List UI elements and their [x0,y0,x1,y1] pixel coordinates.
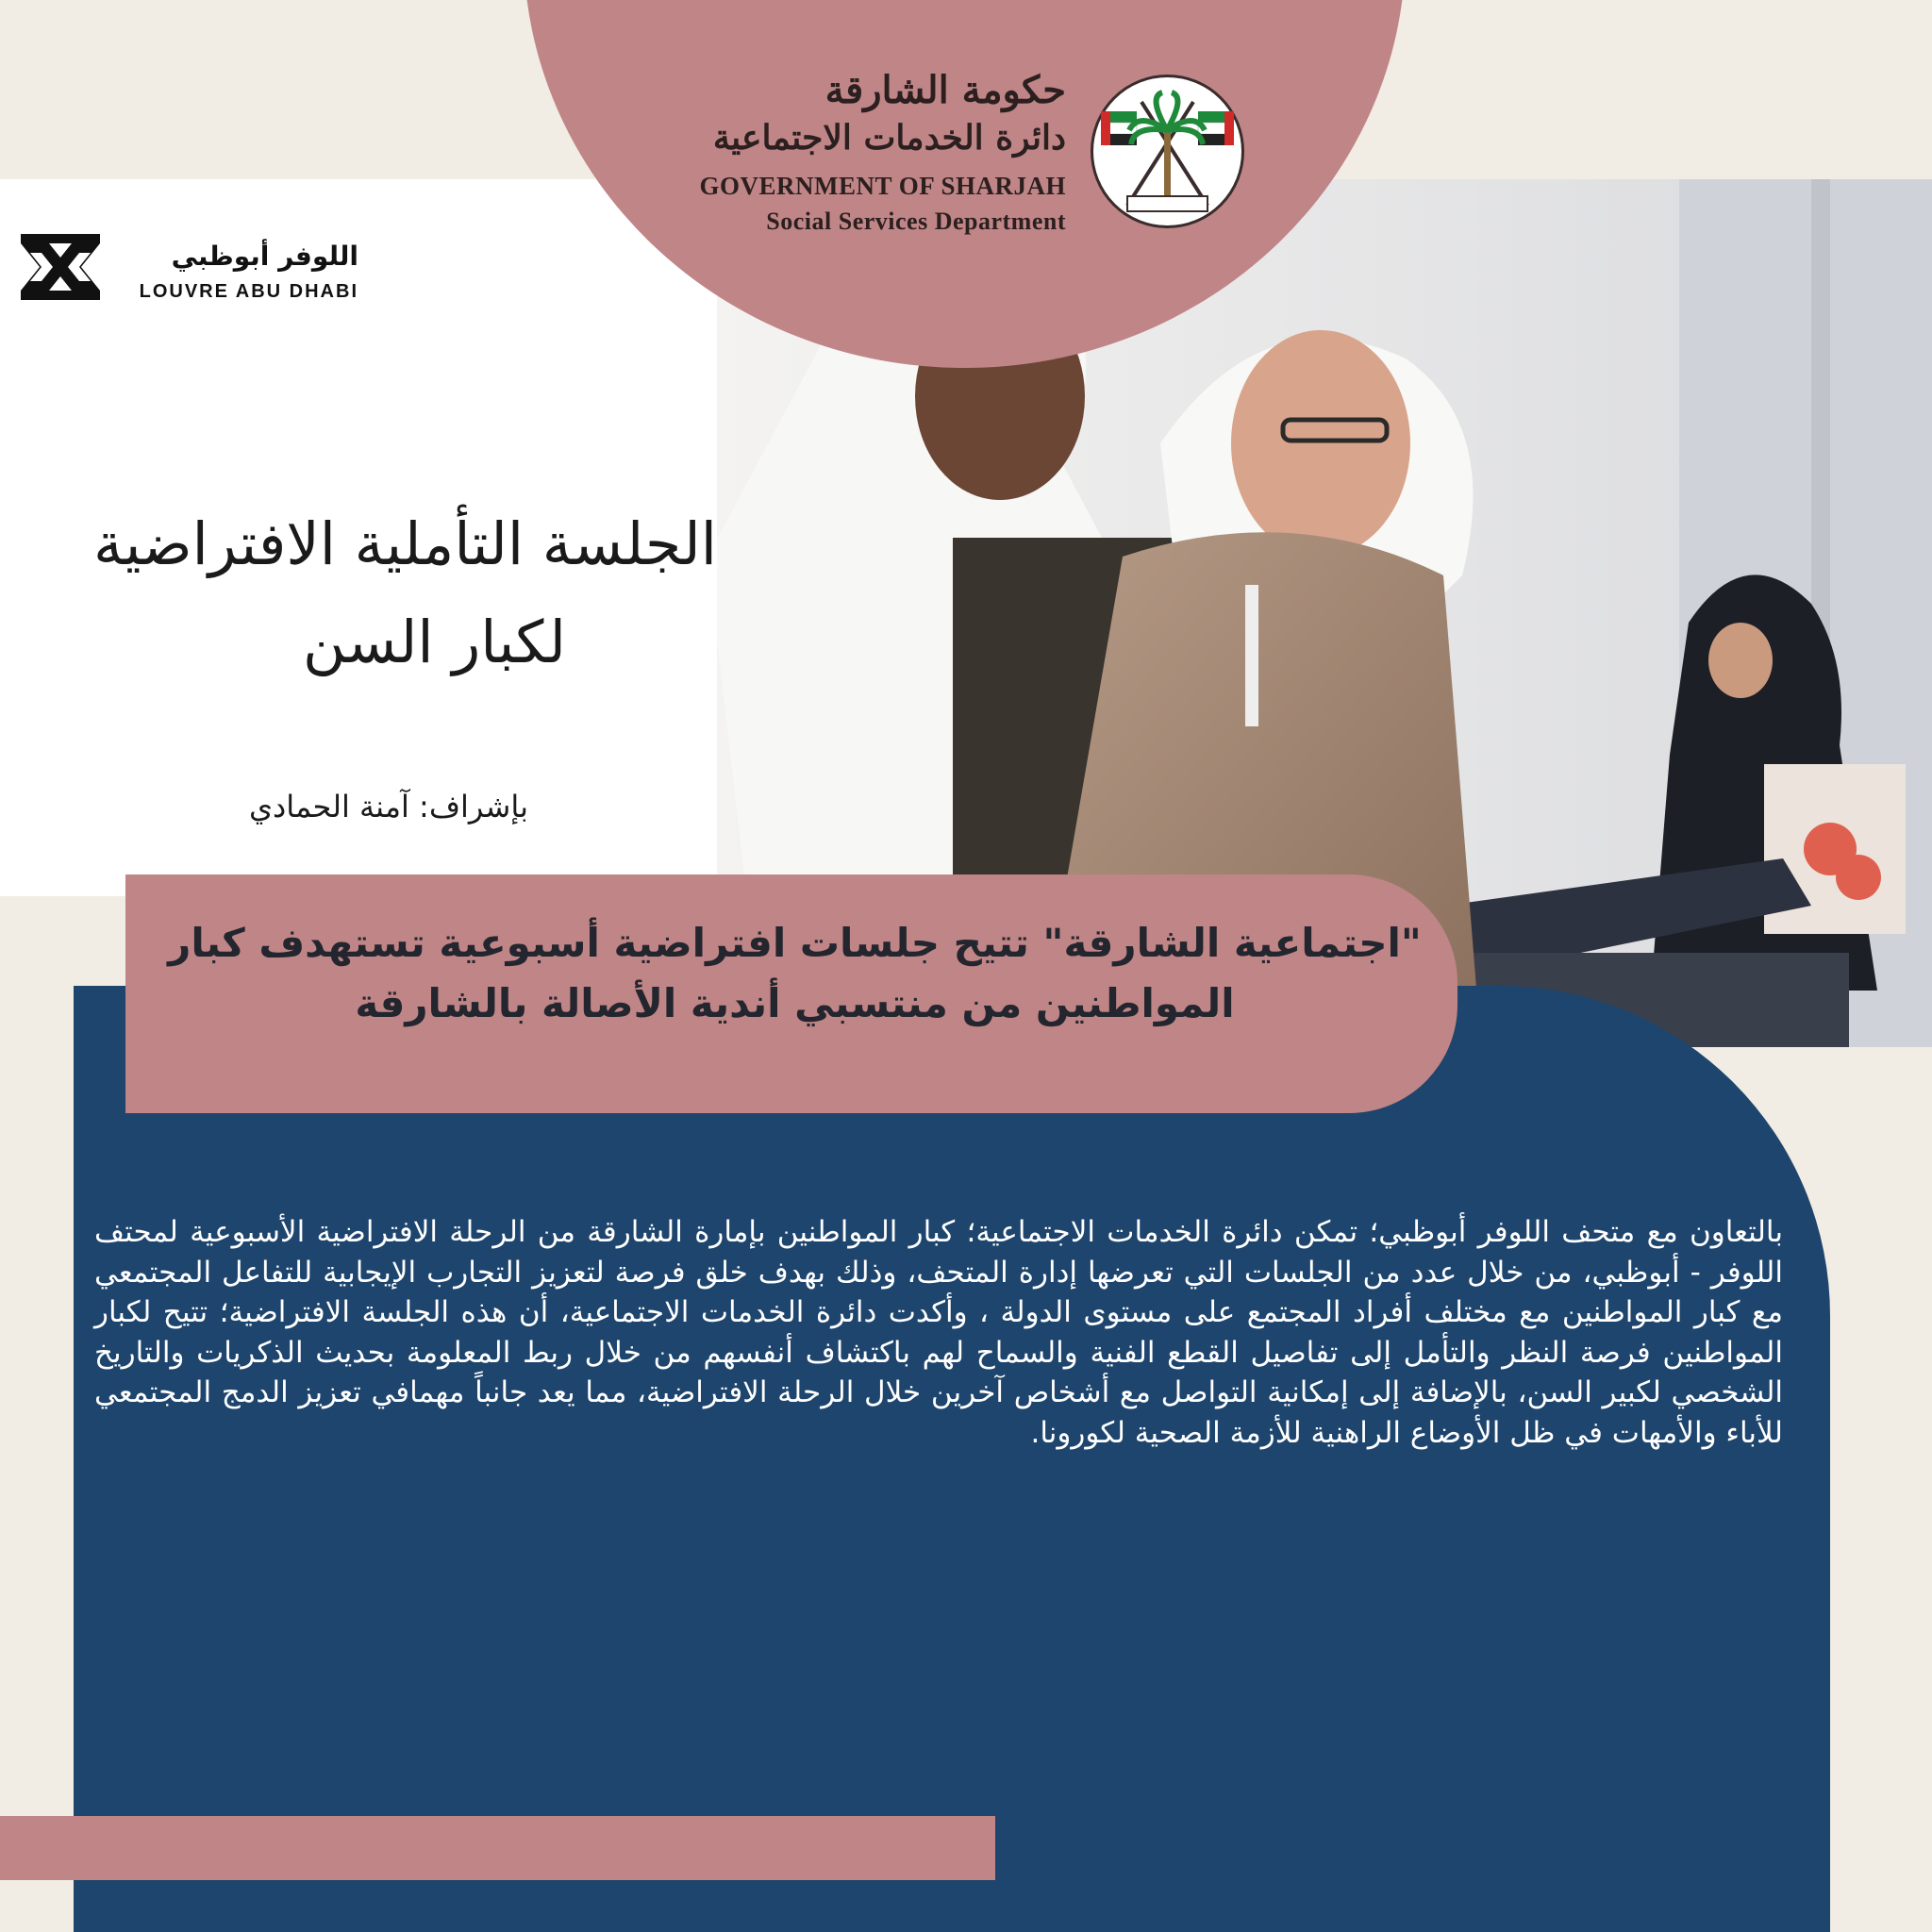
article-body: بالتعاون مع متحف اللوفر أبوظبي؛ تمكن دائرة الخدمات الاجتماعية؛ كبار المواطنين بإمارة الشارقة من الرحلة الافتراضية الأسبوعية لمحتف اللوفر - أبوظبي، من خلال عدد من الجلسات التي تعرضها إدارة المتحف، وذلك بهدف خلق فرصة لتعزيز التجارب الإيجابية للتفاعل المجتمعي مع كبار المواطنين مع مختلف أفراد المجتمع على مستوى الدولة ، وأكدت دائرة الخدمات الاجتماعية، أن هذه الجلسة الافتراضية؛ تتيح لكبار المواطنين فرصة النظر والتأمل إلى تفاصيل القطع الفنية والسماح لهم باكتشاف أنفسهم من خلال ربط المعلومة بحديث الذكريات والتاريخ الشخصي لكبير السن، بالإضافة إلى إمكانية التواصل مع أشخاص آخرين خلال الرحلة الافتراضية، مما يعد جانباً مهمافي تعزيز الدمج المجتمعي للأباء والأمهات في ظل الأوضاع الراهنية للأزمة الصحية لكورونا. [94,1215,1783,1450]
article-panel [74,986,1830,1932]
session-title [28,495,717,691]
partner-name-arabic: اللوفر أبوظبي [171,241,358,272]
gov-name-arabic: حكومة الشارقة [824,68,1066,112]
dept-name-english: Social Services Department [766,208,1066,235]
decorative-bottom-bar [0,1816,995,1880]
louvre-abu-dhabi-logo-icon [21,234,100,300]
session-title-line2: لكبار السن [303,608,566,676]
sharjah-emblem-icon [1090,74,1245,229]
article-headline: "اجتماعية الشارقة" تتيح جلسات افتراضية أسبوعية تستهدف كبار المواطنين من منتسبي أندية الأصالة بالشارقة [168,920,1422,1026]
partner-name-english: LOUVRE ABU DHABI [139,281,358,302]
gov-name-english: GOVERNMENT OF SHARJAH [699,172,1066,200]
supervision-credit: بإشراف: آمنة الحمادي [249,789,528,824]
session-title-line1: الجلسة التأملية الافتراضية [93,509,717,578]
dept-name-arabic: دائرة الخدمات الاجتماعية [712,118,1066,158]
